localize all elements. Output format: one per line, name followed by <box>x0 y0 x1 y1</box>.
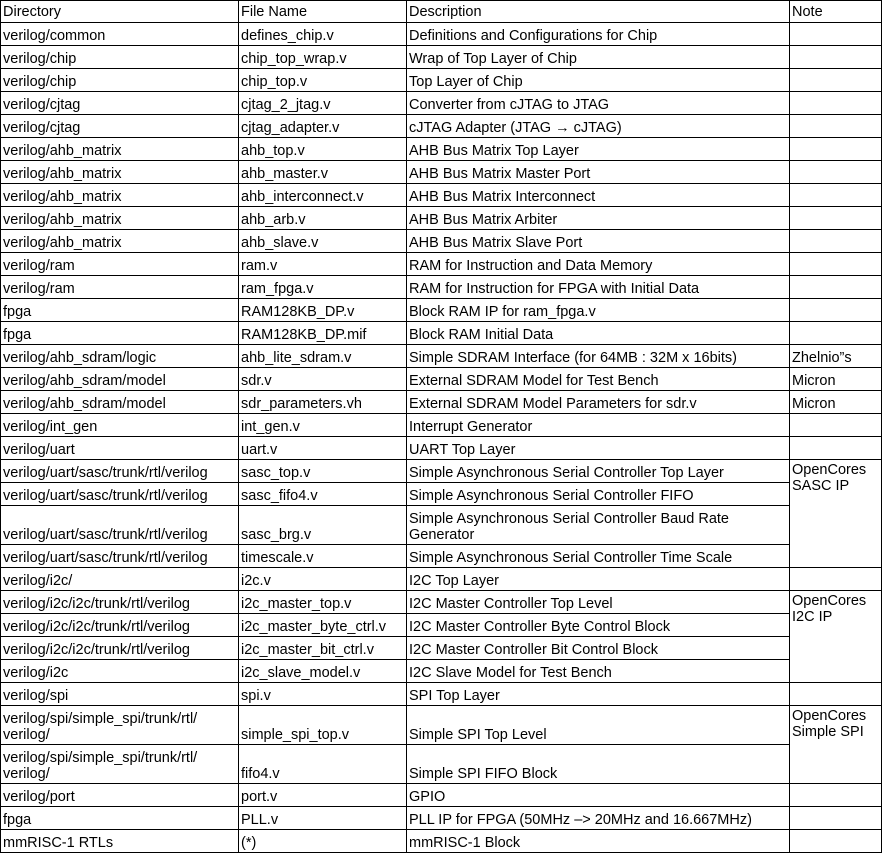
cell-description: Simple SDRAM Interface (for 64MB : 32M x 16bits) <box>407 345 790 368</box>
cell-note <box>790 184 882 207</box>
cell-file: (*) <box>239 830 407 853</box>
cell-description: I2C Slave Model for Test Bench <box>407 660 790 683</box>
cell-file: sdr.v <box>239 368 407 391</box>
cell-file: chip_top.v <box>239 69 407 92</box>
cell-file: simple_spi_top.v <box>239 706 407 745</box>
cell-description: AHB Bus Matrix Top Layer <box>407 138 790 161</box>
cell-directory: fpga <box>1 299 239 322</box>
cell-directory: verilog/uart/sasc/trunk/rtl/verilog <box>1 545 239 568</box>
cell-note-sasc: OpenCores SASC IP <box>790 460 882 568</box>
cell-description: External SDRAM Model for Test Bench <box>407 368 790 391</box>
table-row <box>1 115 882 138</box>
table-row <box>1 460 882 483</box>
cell-note <box>790 138 882 161</box>
cell-directory: verilog/chip <box>1 69 239 92</box>
cell-directory: verilog/int_gen <box>1 414 239 437</box>
cell-file: sasc_top.v <box>239 460 407 483</box>
cell-directory: verilog/uart <box>1 437 239 460</box>
cell-directory: verilog/common <box>1 23 239 46</box>
table-row <box>1 483 882 506</box>
table-row <box>1 207 882 230</box>
cell-description: Wrap of Top Layer of Chip <box>407 46 790 69</box>
cell-directory: verilog/i2c <box>1 660 239 683</box>
cell-file: chip_top_wrap.v <box>239 46 407 69</box>
table-row <box>1 830 882 853</box>
cell-directory: verilog/chip <box>1 46 239 69</box>
cell-file: sasc_brg.v <box>239 506 407 545</box>
cell-file: int_gen.v <box>239 414 407 437</box>
cell-description: Block RAM Initial Data <box>407 322 790 345</box>
cell-file: RAM128KB_DP.v <box>239 299 407 322</box>
cell-description: Simple SPI Top Level <box>407 706 790 745</box>
cell-file: ahb_lite_sdram.v <box>239 345 407 368</box>
cell-file: i2c.v <box>239 568 407 591</box>
cell-description: UART Top Layer <box>407 437 790 460</box>
cell-file: i2c_master_bit_ctrl.v <box>239 637 407 660</box>
cell-directory: verilog/cjtag <box>1 115 239 138</box>
cell-file: ahb_arb.v <box>239 207 407 230</box>
cell-description: Simple SPI FIFO Block <box>407 745 790 784</box>
cell-directory: verilog/cjtag <box>1 92 239 115</box>
table-row <box>1 184 882 207</box>
cell-file: ahb_master.v <box>239 161 407 184</box>
cell-description: GPIO <box>407 784 790 807</box>
cell-file: cjtag_adapter.v <box>239 115 407 138</box>
cell-note <box>790 830 882 853</box>
table-row <box>1 745 882 784</box>
cell-directory: verilog/port <box>1 784 239 807</box>
table-row <box>1 253 882 276</box>
table-row <box>1 414 882 437</box>
cell-directory: verilog/i2c/i2c/trunk/rtl/verilog <box>1 637 239 660</box>
cell-description: Definitions and Configurations for Chip <box>407 23 790 46</box>
cell-directory: verilog/uart/sasc/trunk/rtl/verilog <box>1 506 239 545</box>
cell-description: SPI Top Layer <box>407 683 790 706</box>
table-row <box>1 391 882 414</box>
cell-note <box>790 92 882 115</box>
cell-description: I2C Master Controller Bit Control Block <box>407 637 790 660</box>
table-row <box>1 92 882 115</box>
cell-file: i2c_master_top.v <box>239 591 407 614</box>
table-row <box>1 368 882 391</box>
cell-directory: verilog/ram <box>1 253 239 276</box>
table-row <box>1 345 882 368</box>
cell-file: ahb_interconnect.v <box>239 184 407 207</box>
cell-note <box>790 276 882 299</box>
cell-note <box>790 115 882 138</box>
cell-note <box>790 69 882 92</box>
table-row <box>1 614 882 637</box>
cell-description: AHB Bus Matrix Master Port <box>407 161 790 184</box>
table-row <box>1 506 882 545</box>
cell-file: ahb_top.v <box>239 138 407 161</box>
cell-description: AHB Bus Matrix Slave Port <box>407 230 790 253</box>
cell-file: i2c_master_byte_ctrl.v <box>239 614 407 637</box>
cell-file: port.v <box>239 784 407 807</box>
cell-directory: verilog/ram <box>1 276 239 299</box>
cell-description: Simple Asynchronous Serial Controller Baud Rate Generator <box>407 506 790 545</box>
cell-note <box>790 807 882 830</box>
cell-description: I2C Top Layer <box>407 568 790 591</box>
cell-file: timescale.v <box>239 545 407 568</box>
cell-description: Simple Asynchronous Serial Controller Top Layer <box>407 460 790 483</box>
cell-note <box>790 23 882 46</box>
cell-note <box>790 568 882 591</box>
table-row <box>1 161 882 184</box>
cell-note-micron: Micron <box>790 368 882 391</box>
table-row <box>1 660 882 683</box>
cell-description: PLL IP for FPGA (50MHz –> 20MHz and 16.667MHz) <box>407 807 790 830</box>
table-row <box>1 69 882 92</box>
header-directory: Directory <box>1 1 239 23</box>
table-row <box>1 784 882 807</box>
table-row <box>1 322 882 345</box>
cell-file: cjtag_2_jtag.v <box>239 92 407 115</box>
cell-note <box>790 161 882 184</box>
cell-directory: mmRISC-1 RTLs <box>1 830 239 853</box>
cell-description: Top Layer of Chip <box>407 69 790 92</box>
cell-description: Converter from cJTAG to JTAG <box>407 92 790 115</box>
cell-file: defines_chip.v <box>239 23 407 46</box>
cell-description: mmRISC-1 Block <box>407 830 790 853</box>
table-row <box>1 46 882 69</box>
cell-directory: verilog/ahb_sdram/model <box>1 391 239 414</box>
cell-file: ram.v <box>239 253 407 276</box>
table-row <box>1 637 882 660</box>
table-row <box>1 23 882 46</box>
cell-description: RAM for Instruction for FPGA with Initial Data <box>407 276 790 299</box>
cell-directory: verilog/ahb_sdram/model <box>1 368 239 391</box>
cell-description: External SDRAM Model Parameters for sdr.v <box>407 391 790 414</box>
cell-directory: fpga <box>1 807 239 830</box>
cell-note <box>790 683 882 706</box>
cell-description: cJTAG Adapter (JTAG → cJTAG) <box>407 115 790 138</box>
header-row <box>1 1 882 23</box>
cell-description: I2C Master Controller Byte Control Block <box>407 614 790 637</box>
cell-description: AHB Bus Matrix Arbiter <box>407 207 790 230</box>
cell-note <box>790 230 882 253</box>
cell-directory: verilog/uart/sasc/trunk/rtl/verilog <box>1 460 239 483</box>
cell-directory: verilog/spi/simple_spi/trunk/rtl/ verilog/ <box>1 706 239 745</box>
cell-directory: verilog/spi <box>1 683 239 706</box>
cell-note <box>790 253 882 276</box>
cell-directory: verilog/ahb_matrix <box>1 184 239 207</box>
cell-file: PLL.v <box>239 807 407 830</box>
table-row <box>1 807 882 830</box>
cell-note-i2c: OpenCores I2C IP <box>790 591 882 683</box>
cell-file: RAM128KB_DP.mif <box>239 322 407 345</box>
table-row <box>1 437 882 460</box>
table-row <box>1 706 882 745</box>
cell-directory: verilog/ahb_sdram/logic <box>1 345 239 368</box>
cell-file: i2c_slave_model.v <box>239 660 407 683</box>
table-row <box>1 591 882 614</box>
cell-description: Interrupt Generator <box>407 414 790 437</box>
cell-directory: fpga <box>1 322 239 345</box>
cell-description: Simple Asynchronous Serial Controller Time Scale <box>407 545 790 568</box>
cell-description: RAM for Instruction and Data Memory <box>407 253 790 276</box>
cell-note <box>790 207 882 230</box>
cell-directory: verilog/uart/sasc/trunk/rtl/verilog <box>1 483 239 506</box>
table-row <box>1 568 882 591</box>
table-row <box>1 683 882 706</box>
cell-note <box>790 437 882 460</box>
cell-note <box>790 299 882 322</box>
cell-directory: verilog/ahb_matrix <box>1 161 239 184</box>
cell-file: ahb_slave.v <box>239 230 407 253</box>
cell-file: ram_fpga.v <box>239 276 407 299</box>
cell-directory: verilog/ahb_matrix <box>1 138 239 161</box>
cell-note-zhelnio: Zhelnio”s <box>790 345 882 368</box>
cell-note <box>790 46 882 69</box>
cell-directory: verilog/ahb_matrix <box>1 230 239 253</box>
header-note: Note <box>790 1 882 23</box>
cell-file: uart.v <box>239 437 407 460</box>
cell-directory: verilog/i2c/i2c/trunk/rtl/verilog <box>1 614 239 637</box>
cell-file: spi.v <box>239 683 407 706</box>
table-row <box>1 276 882 299</box>
cell-directory: verilog/spi/simple_spi/trunk/rtl/ verilog/ <box>1 745 239 784</box>
cell-note-spi: OpenCores Simple SPI <box>790 706 882 784</box>
cell-note <box>790 322 882 345</box>
header-file-name: File Name <box>239 1 407 23</box>
cell-note-micron: Micron <box>790 391 882 414</box>
cell-directory: verilog/i2c/ <box>1 568 239 591</box>
cell-description: Simple Asynchronous Serial Controller FIFO <box>407 483 790 506</box>
table-row <box>1 138 882 161</box>
cell-directory: verilog/i2c/i2c/trunk/rtl/verilog <box>1 591 239 614</box>
cell-description: AHB Bus Matrix Interconnect <box>407 184 790 207</box>
table-row <box>1 545 882 568</box>
cell-note <box>790 784 882 807</box>
header-description: Description <box>407 1 790 23</box>
cell-description: I2C Master Controller Top Level <box>407 591 790 614</box>
cell-directory: verilog/ahb_matrix <box>1 207 239 230</box>
cell-file: fifo4.v <box>239 745 407 784</box>
cell-file: sasc_fifo4.v <box>239 483 407 506</box>
cell-note <box>790 414 882 437</box>
table-row <box>1 299 882 322</box>
cell-file: sdr_parameters.vh <box>239 391 407 414</box>
table-row <box>1 230 882 253</box>
cell-description: Block RAM IP for ram_fpga.v <box>407 299 790 322</box>
